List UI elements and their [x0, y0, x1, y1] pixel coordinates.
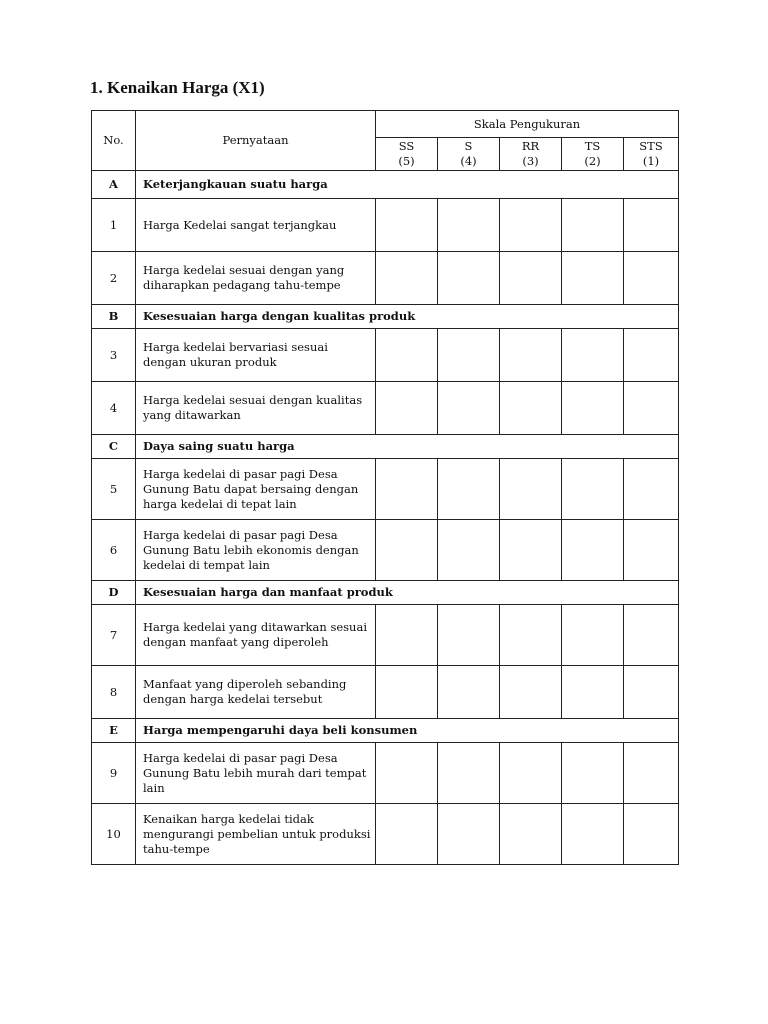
answer-cell-rr[interactable]: [500, 666, 562, 719]
answer-cell-rr[interactable]: [500, 605, 562, 666]
item-number: 2: [92, 252, 136, 305]
item-statement: Harga kedelai yang ditawarkan sesuai dengan manfaat yang diperoleh: [136, 605, 376, 666]
section-letter: A: [92, 171, 136, 199]
answer-cell-sts[interactable]: [624, 329, 679, 382]
scale-value: (5): [398, 154, 415, 168]
section-letter: D: [92, 581, 136, 605]
item-row-6: [92, 520, 679, 581]
item-row-7: [92, 605, 679, 666]
item-statement: Manfaat yang diperoleh sebanding dengan harga kedelai tersebut: [136, 666, 376, 719]
answer-cell-ss[interactable]: [376, 459, 438, 520]
item-statement: Harga kedelai di pasar pagi Desa Gunung Batu lebih ekonomis dengan kedelai di tempat lain: [136, 520, 376, 581]
scale-code: STS: [639, 139, 663, 153]
answer-cell-rr[interactable]: [500, 804, 562, 865]
section-title: Kesesuaian harga dan manfaat produk: [136, 581, 679, 605]
answer-cell-sts[interactable]: [624, 199, 679, 252]
item-number: 3: [92, 329, 136, 382]
section-title: Harga mempengaruhi daya beli konsumen: [136, 719, 679, 743]
item-number: 10: [92, 804, 136, 865]
item-number: 6: [92, 520, 136, 581]
header-scale-ts: [562, 138, 624, 171]
section-row-d: [92, 581, 679, 605]
answer-cell-ss[interactable]: [376, 252, 438, 305]
answer-cell-ts[interactable]: [562, 804, 624, 865]
answer-cell-ss[interactable]: [376, 382, 438, 435]
header-scale-sts: [624, 138, 679, 171]
header-scale-ss: [376, 138, 438, 171]
answer-cell-ts[interactable]: [562, 743, 624, 804]
answer-cell-sts[interactable]: [624, 520, 679, 581]
section-row-a: [92, 171, 679, 199]
item-row-1: [92, 199, 679, 252]
answer-cell-rr[interactable]: [500, 520, 562, 581]
answer-cell-ts[interactable]: [562, 329, 624, 382]
scale-code: SS: [398, 139, 415, 153]
item-statement: Harga kedelai sesuai dengan yang diharapkan pedagang tahu-tempe: [136, 252, 376, 305]
header-scale-rr: [500, 138, 562, 171]
scale-value: (3): [522, 154, 539, 168]
item-row-10: [92, 804, 679, 865]
item-row-2: [92, 252, 679, 305]
section-letter: C: [92, 435, 136, 459]
scale-code: RR: [521, 139, 540, 153]
header-row-top: [92, 111, 679, 138]
answer-cell-ts[interactable]: [562, 459, 624, 520]
item-statement: Harga kedelai di pasar pagi Desa Gunung Batu lebih murah dari tempat lain: [136, 743, 376, 804]
item-statement: Kenaikan harga kedelai tidak mengurangi pembelian untuk produksi tahu-tempe: [136, 804, 376, 865]
answer-cell-ts[interactable]: [562, 382, 624, 435]
header-scale-s: [438, 138, 500, 171]
item-row-4: [92, 382, 679, 435]
item-statement: Harga kedelai bervariasi sesuai dengan ukuran produk: [136, 329, 376, 382]
item-row-8: [92, 666, 679, 719]
item-number: 9: [92, 743, 136, 804]
answer-cell-ts[interactable]: [562, 252, 624, 305]
answer-cell-sts[interactable]: [624, 252, 679, 305]
item-number: 8: [92, 666, 136, 719]
item-row-9: [92, 743, 679, 804]
item-number: 7: [92, 605, 136, 666]
answer-cell-ss[interactable]: [376, 605, 438, 666]
scale-code: TS: [584, 139, 601, 153]
answer-cell-sts[interactable]: [624, 459, 679, 520]
answer-cell-sts[interactable]: [624, 666, 679, 719]
answer-cell-sts[interactable]: [624, 605, 679, 666]
answer-cell-ts[interactable]: [562, 199, 624, 252]
answer-cell-s[interactable]: [438, 329, 500, 382]
scale-value: (4): [460, 154, 477, 168]
header-statement: Pernyataan: [136, 111, 376, 171]
section-letter: B: [92, 305, 136, 329]
answer-cell-s[interactable]: [438, 252, 500, 305]
answer-cell-s[interactable]: [438, 459, 500, 520]
answer-cell-rr[interactable]: [500, 252, 562, 305]
answer-cell-rr[interactable]: [500, 329, 562, 382]
answer-cell-s[interactable]: [438, 743, 500, 804]
item-row-3: [92, 329, 679, 382]
section-title: Kesesuaian harga dengan kualitas produk: [136, 305, 679, 329]
page-heading: 1. Kenaikan Harga (X1): [90, 78, 265, 97]
scale-value: (1): [642, 154, 660, 168]
answer-cell-ts[interactable]: [562, 605, 624, 666]
answer-cell-ts[interactable]: [562, 520, 624, 581]
answer-cell-sts[interactable]: [624, 804, 679, 865]
answer-cell-ss[interactable]: [376, 666, 438, 719]
answer-cell-ss[interactable]: [376, 520, 438, 581]
section-title: Daya saing suatu harga: [136, 435, 679, 459]
item-row-5: [92, 459, 679, 520]
item-number: 4: [92, 382, 136, 435]
scale-code: S: [464, 139, 473, 153]
section-row-c: [92, 435, 679, 459]
item-statement: Harga Kedelai sangat terjangkau: [136, 199, 376, 252]
answer-cell-sts[interactable]: [624, 382, 679, 435]
answer-cell-ss[interactable]: [376, 329, 438, 382]
section-letter: E: [92, 719, 136, 743]
answer-cell-rr[interactable]: [500, 382, 562, 435]
item-statement: Harga kedelai di pasar pagi Desa Gunung Batu dapat bersaing dengan harga kedelai di tepat lain: [136, 459, 376, 520]
answer-cell-sts[interactable]: [624, 743, 679, 804]
answer-cell-rr[interactable]: [500, 743, 562, 804]
item-number: 5: [92, 459, 136, 520]
section-row-e: [92, 719, 679, 743]
questionnaire-table: [91, 110, 679, 865]
answer-cell-rr[interactable]: [500, 199, 562, 252]
answer-cell-ss[interactable]: [376, 199, 438, 252]
answer-cell-s[interactable]: [438, 666, 500, 719]
item-statement: Harga kedelai sesuai dengan kualitas yang ditawarkan: [136, 382, 376, 435]
answer-cell-s[interactable]: [438, 520, 500, 581]
answer-cell-s[interactable]: [438, 382, 500, 435]
answer-cell-s[interactable]: [438, 199, 500, 252]
section-row-b: [92, 305, 679, 329]
answer-cell-ss[interactable]: [376, 804, 438, 865]
answer-cell-rr[interactable]: [500, 459, 562, 520]
answer-cell-ts[interactable]: [562, 666, 624, 719]
header-scale-title: Skala Pengukuran: [376, 111, 679, 138]
answer-cell-s[interactable]: [438, 804, 500, 865]
item-number: 1: [92, 199, 136, 252]
section-title: Keterjangkauan suatu harga: [136, 171, 679, 199]
answer-cell-ss[interactable]: [376, 743, 438, 804]
answer-cell-s[interactable]: [438, 605, 500, 666]
header-no: No.: [92, 111, 136, 171]
scale-value: (2): [584, 154, 601, 168]
